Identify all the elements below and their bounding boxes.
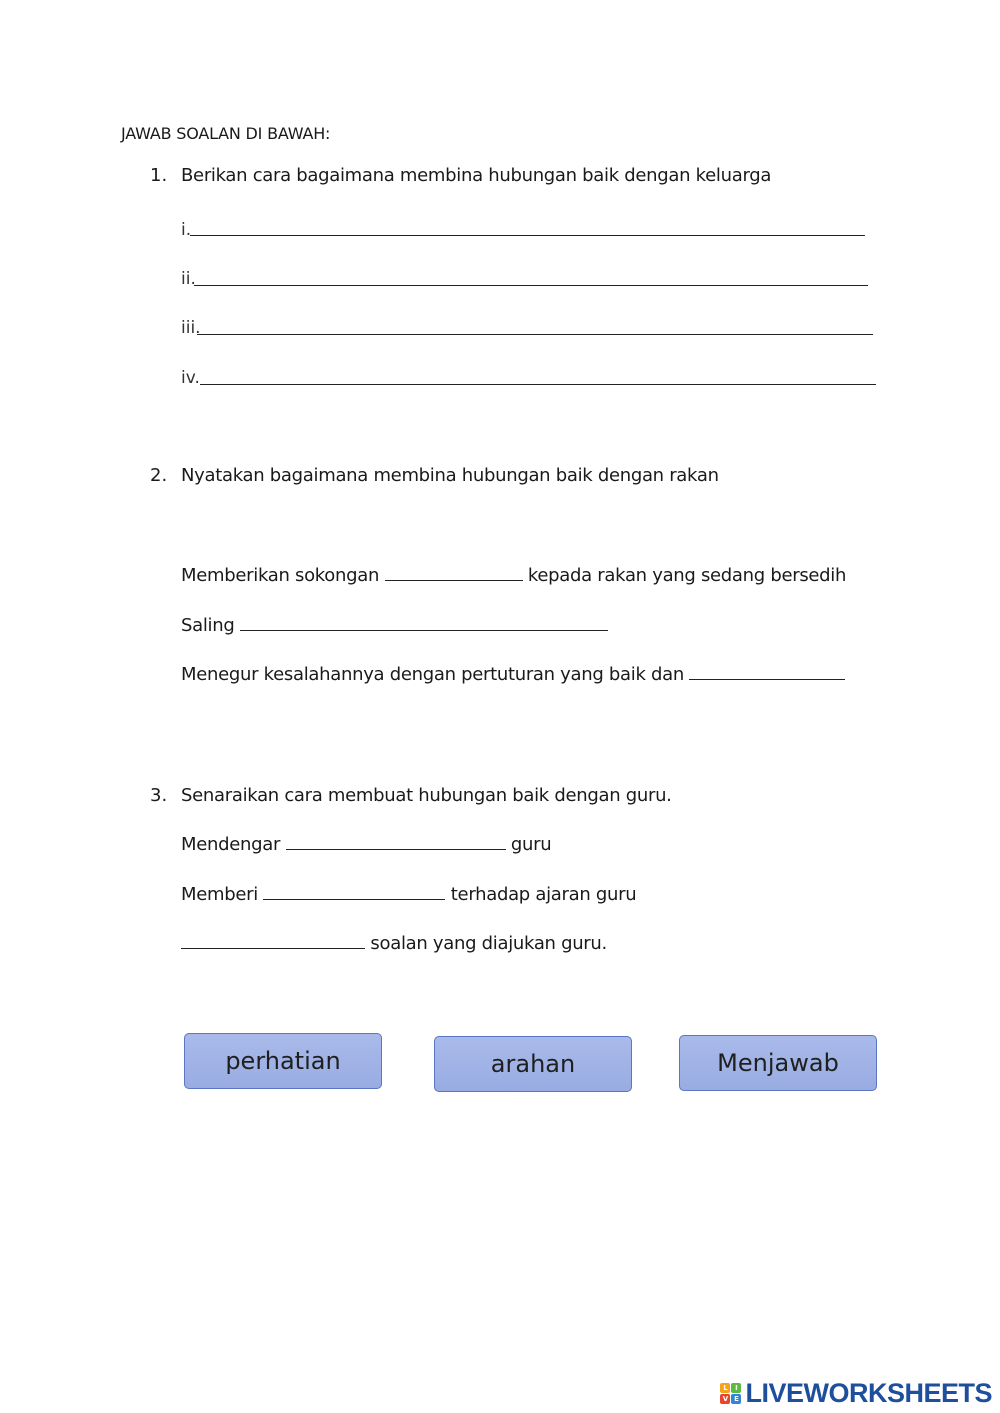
logo-tile-l: L [720,1383,730,1393]
q3-blank-3[interactable] [181,932,365,949]
q1-answer-line-i[interactable] [190,235,865,236]
q3-line-2-before: Memberi [181,884,258,905]
question-3-text: Senaraikan cara membuat hubungan baik dengan guru. [181,785,672,806]
q2-line-2 [181,614,608,636]
q3-line-3 [181,932,607,954]
question-3-number: 3. [150,785,168,806]
q1-item-iii-label: iii. [181,318,201,338]
q1-answer-line-iii[interactable] [197,334,873,335]
answer-chip-menjawab[interactable]: Menjawab [679,1035,877,1091]
q3-line-1-before: Mendengar [181,834,281,855]
q3-line-3-after: soalan yang diajukan guru. [370,933,607,954]
answer-chip-perhatian[interactable]: perhatian [184,1033,382,1089]
q2-line-3 [181,663,845,685]
q2-blank-3[interactable] [689,663,845,680]
question-1-number: 1. [150,165,168,186]
logo-text: LIVEWORKSHEETS [745,1378,992,1408]
q3-blank-1[interactable] [286,833,506,850]
logo-tile-v: V [720,1394,730,1404]
liveworksheets-logo[interactable] [720,1378,992,1409]
q1-item-i-label: i. [181,220,192,240]
q3-line-1 [181,833,551,855]
worksheet-heading: JAWAB SOALAN DI BAWAH: [121,124,331,143]
question-1-text: Berikan cara bagaimana membina hubungan baik dengan keluarga [181,165,772,186]
q2-line-1-after: kepada rakan yang sedang bersedih [527,565,847,586]
q1-item-iv-label: iv. [181,368,200,388]
q1-answer-line-ii[interactable] [194,285,868,286]
q2-line-3-before: Menegur kesalahannya dengan pertuturan yang baik dan [181,664,684,685]
logo-tile-e: E [731,1394,741,1404]
q3-line-1-after: guru [510,834,552,855]
q3-blank-2[interactable] [263,883,445,900]
logo-tile-i: I [731,1383,741,1393]
q1-answer-line-iv[interactable] [200,384,876,385]
q2-line-2-before: Saling [181,615,235,636]
q2-blank-1[interactable] [385,564,523,581]
q1-item-ii-label: ii. [181,269,196,289]
q3-line-2 [181,883,636,905]
q3-line-2-after: terhadap ajaran guru [450,884,637,905]
q2-line-1-before: Memberikan sokongan [181,565,380,586]
question-2-number: 2. [150,465,168,486]
q2-blank-2[interactable] [240,614,608,631]
question-2-text: Nyatakan bagaimana membina hubungan baik dengan rakan [181,465,719,486]
answer-chip-arahan[interactable]: arahan [434,1036,632,1092]
q2-line-1 [181,564,846,586]
logo-tiles-icon [720,1383,741,1404]
